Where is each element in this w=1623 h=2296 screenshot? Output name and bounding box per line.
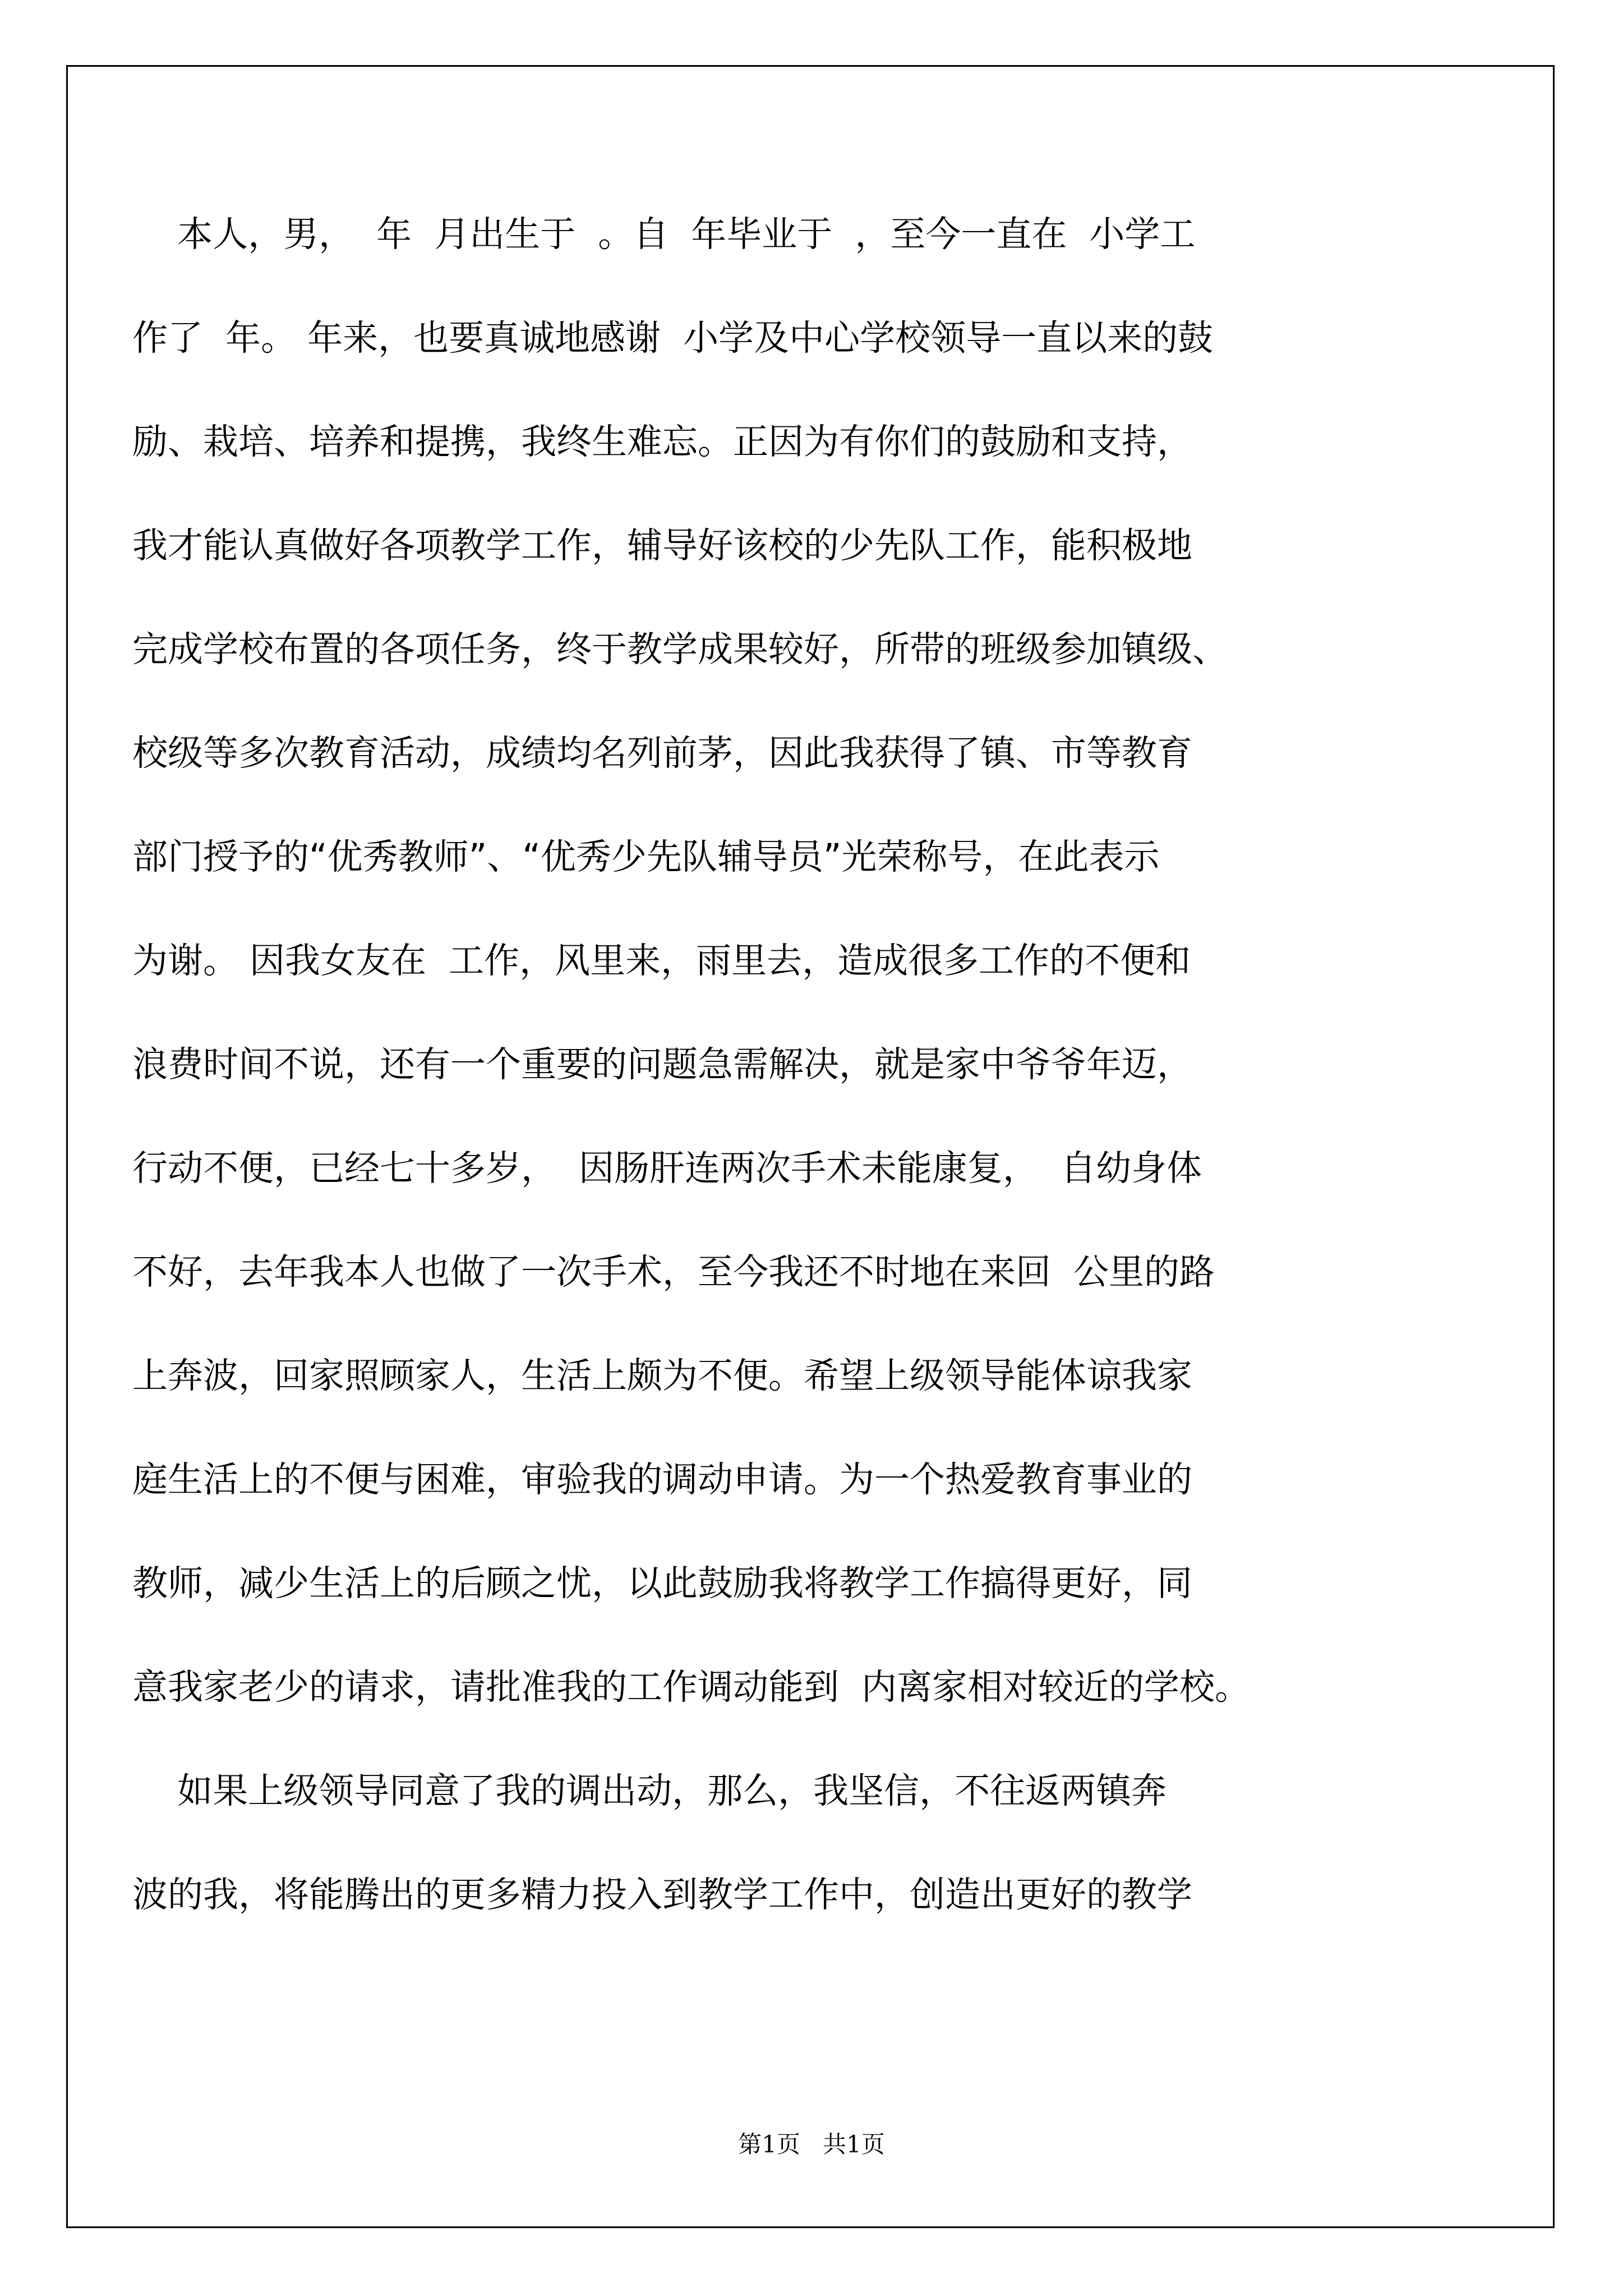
text-line: 励、栽培、培养和提携，我终生难忘。正因为有你们的鼓励和支持， [132,421,1192,462]
text-line: 庭生活上的不便与困难，审验我的调动申请。为一个热爱教育事业的 [132,1459,1192,1500]
text-line: 完成学校布置的各项任务，终于教学成果较好，所带的班级参加镇级、 [132,629,1228,670]
text-line: 波的我，将能腾出的更多精力投入到教学工作中，创造出更好的教学 [132,1874,1192,1915]
page-footer: 第1页 共1页 [738,2131,885,2158]
text-line: 浪费时间不说，还有一个重要的问题急需解决，就是家中爷爷年迈， [132,1044,1192,1085]
text-line: 上奔波，回家照顾家人，生活上颇为不便。希望上级领导能体谅我家 [132,1355,1192,1396]
text-line: 作了 年。 年来，也要真诚地感谢 小学及中心学校领导一直以来的鼓 [132,318,1214,358]
text-line: 意我家老少的请求，请批准我的工作调动能到 内离家相对较近的学校。 [132,1667,1251,1708]
text-line: 为谢。 因我女友在 工作，风里来，雨里去，造成很多工作的不便和 [132,940,1191,981]
text-line: 如果上级领导同意了我的调出动，那么，我坚信，不往返两镇奔 [132,1770,1167,1811]
text-line: 部门授予的“优秀教师”、“优秀少先队辅导员”光荣称号，在此表示 [132,836,1160,877]
text-line: 校级等多次教育活动，成绩均名列前茅，因此我获得了镇、市等教育 [132,733,1192,774]
text-line: 我才能认真做好各项教学工作，辅导好该校的少先队工作，能积极地 [132,525,1192,566]
text-line: 本人，男， 年 月出生于 。自 年毕业于 ，至今一直在 小学工 [132,214,1196,255]
text-line: 行动不便，已经七十多岁， 因肠肝连两次手术未能康复， 自幼身体 [132,1148,1202,1189]
text-line: 不好，去年我本人也做了一次手术，至今我还不时地在来回 公里的路 [132,1251,1215,1292]
text-line: 教师，减少生活上的后顾之忧，以此鼓励我将教学工作搞得更好，同 [132,1563,1192,1604]
